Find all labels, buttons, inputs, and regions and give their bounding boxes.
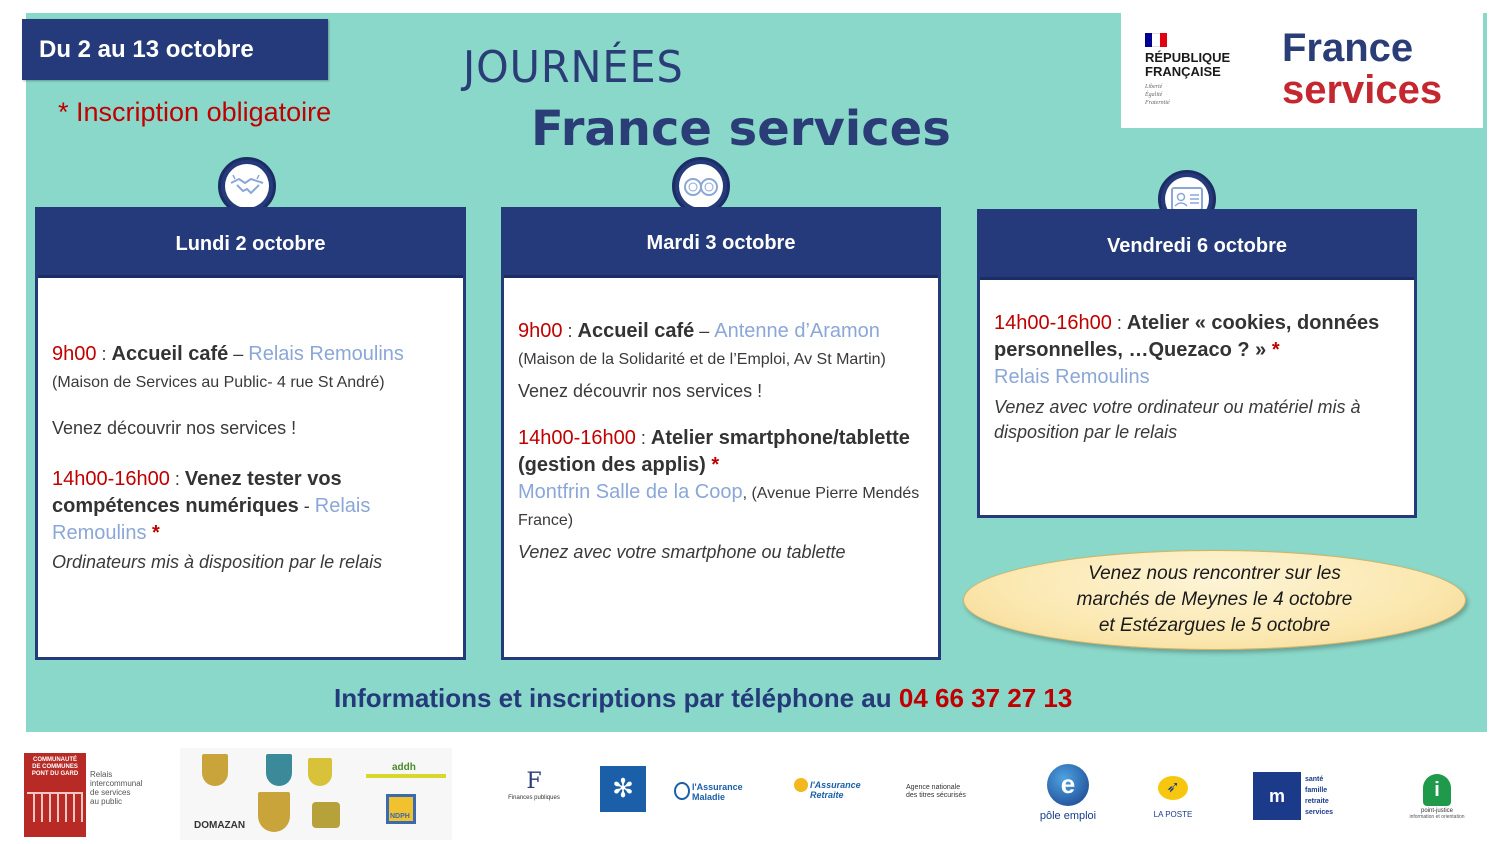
- event-separator: :: [635, 428, 651, 448]
- handshake-icon: [229, 173, 265, 199]
- relais-line2: intercommunal: [90, 779, 143, 788]
- france-services-logo-word1: France: [1282, 26, 1414, 70]
- event-address: , (Avenue Pierre Mendés France): [518, 485, 920, 529]
- assurance-maladie-icon: [674, 782, 690, 800]
- date-range-badge: [22, 19, 328, 80]
- municipal-crests-group: [180, 748, 452, 840]
- event-time: 9h00: [518, 320, 563, 342]
- day-heading-text: Vendredi 6 octobre: [1106, 235, 1288, 257]
- event-note: Venez avec votre smartphone ou tablette: [518, 542, 846, 562]
- msa-logo: [1253, 772, 1351, 822]
- relais-intercommunal-label: [90, 770, 142, 806]
- assurance-maladie-logo: [674, 780, 770, 806]
- day-card-body: [994, 310, 1402, 455]
- domazan-label: DOMAZAN: [194, 820, 246, 831]
- la-poste-label: LA POSTE: [1153, 810, 1193, 819]
- event-place: Relais Remoulins: [52, 495, 371, 544]
- la-poste-bird-icon: ➶: [1158, 776, 1188, 800]
- assurance-retraite-label: l'Assurance Retraite: [810, 780, 861, 800]
- ccpg-aqueduct-icon: [27, 792, 83, 822]
- msa-mark-icon: m: [1253, 772, 1301, 820]
- required-star: *: [1266, 339, 1280, 361]
- event-place: Relais Remoulins: [248, 343, 404, 365]
- day-card-mardi: [501, 207, 941, 660]
- event-place: Relais Remoulins: [994, 366, 1150, 388]
- day-card-lundi: [35, 207, 466, 660]
- pole-emploi-logo: [1026, 764, 1110, 828]
- day-card-heading: [38, 210, 463, 278]
- info-text: Informations et inscriptions par téléphone au: [334, 683, 899, 713]
- event-separator: :: [169, 469, 185, 489]
- event-dash: –: [228, 344, 249, 364]
- ccpg-line2: DE COMMUNES: [32, 764, 78, 770]
- crest-icon: [202, 754, 228, 786]
- pole-emploi-label: pôle emploi: [1039, 810, 1097, 822]
- crest-icon: [258, 792, 290, 832]
- title-france-services: France services: [531, 101, 951, 157]
- motto-fraternite: Fraternité: [1145, 100, 1170, 106]
- msa-line2: famille: [1305, 787, 1328, 794]
- day-card-body: [518, 318, 926, 576]
- assurance-retraite-logo: [792, 776, 882, 806]
- point-justice-sublabel: information et orientation: [1409, 814, 1465, 820]
- assurance-maladie-label: l'Assurance Maladie: [692, 782, 743, 802]
- assurance-retraite-icon: [794, 778, 808, 792]
- day-card-heading: [980, 212, 1414, 280]
- france-services-logo-word2: services: [1282, 68, 1443, 112]
- event-time: 14h00-16h00: [52, 468, 170, 490]
- crest-icon: [266, 754, 292, 786]
- markets-callout: [963, 550, 1466, 650]
- ndph-label: NDPH: [390, 813, 410, 820]
- crest-icon: [308, 758, 332, 786]
- day-card-body: [52, 341, 451, 586]
- event-separator: :: [1111, 313, 1127, 333]
- msa-line4: services: [1305, 809, 1334, 816]
- finances-publiques-logo: [494, 770, 574, 810]
- republique-line1: RÉPUBLIQUE: [1145, 50, 1231, 65]
- event-separator: :: [562, 321, 578, 341]
- event-place: Antenne d’Aramon: [714, 320, 880, 342]
- event-title: Accueil café: [577, 320, 695, 342]
- event-separator: :: [96, 344, 112, 364]
- republic-motto: [1145, 83, 1170, 107]
- crest-icon: [312, 802, 340, 828]
- ccpg-line1: COMMUNAUTÉ: [33, 757, 77, 763]
- event-dash: –: [694, 321, 715, 341]
- addh-label: addh: [392, 762, 416, 773]
- event-time: 14h00-16h00: [994, 312, 1112, 334]
- event-note: Venez découvrir nos services !: [52, 418, 297, 438]
- inscription-note: * Inscription obligatoire: [58, 97, 332, 127]
- relais-line1: Relais: [90, 770, 113, 779]
- phone-number[interactable]: 04 66 37 27 13: [898, 683, 1073, 713]
- point-justice-logo: [1398, 774, 1476, 830]
- day-heading-text: Mardi 3 octobre: [646, 232, 796, 254]
- ccpg-line3: PONT DU GARD: [31, 771, 79, 777]
- required-star: *: [146, 522, 160, 544]
- event-address: (Maison de Services au Public- 4 rue St André): [52, 374, 385, 391]
- event-note: Ordinateurs mis à disposition par le relais: [52, 552, 383, 572]
- event-title: Atelier « cookies, données personnelles, …Quezaco ? »: [994, 312, 1380, 361]
- ndph-logo: [386, 794, 416, 824]
- day-card-vendredi: [977, 209, 1417, 518]
- motto-egalite: Égalité: [1145, 92, 1163, 98]
- caf-logo: ✻: [600, 766, 646, 812]
- relais-line3: de services: [90, 788, 131, 797]
- info-line: [334, 683, 1072, 714]
- day-heading-text: Lundi 2 octobre: [175, 233, 326, 255]
- msa-tagline: [1305, 774, 1333, 818]
- relais-line4: au public: [90, 797, 123, 806]
- addh-bar: [366, 774, 446, 778]
- republique-line2: FRANÇAISE: [1145, 64, 1221, 79]
- ccpg-logo: [24, 753, 86, 837]
- msa-line1: santé: [1305, 776, 1324, 783]
- event-time: 9h00: [52, 343, 97, 365]
- ants-line2: des titres sécurisés: [906, 792, 966, 799]
- event-title: Atelier smartphone/tablette (gestion des applis): [518, 427, 910, 476]
- date-range: Du 2 au 13 octobre: [39, 36, 254, 63]
- binoculars-icon: [683, 173, 719, 199]
- markets-line1: Venez nous rencontrer sur les: [1088, 563, 1341, 584]
- event-address: (Maison de la Solidarité et de l’Emploi, Av St Martin): [518, 351, 886, 368]
- ants-line1: Agence nationale: [906, 784, 961, 791]
- msa-line3: retraite: [1305, 798, 1329, 805]
- point-justice-label: point-justice: [1420, 808, 1453, 814]
- event-title: Venez tester vos compétences numériques: [52, 468, 342, 517]
- marianne-icon: F: [526, 769, 542, 794]
- day-card-heading: [504, 210, 938, 278]
- republique-francaise-logo: [1145, 51, 1230, 79]
- finances-label: Finances publiques: [508, 795, 560, 801]
- event-note: Venez avec votre ordinateur ou matériel mis à disposition par le relais: [994, 397, 1361, 442]
- point-justice-icon: i: [1423, 774, 1451, 806]
- required-star: *: [705, 454, 720, 476]
- event-time: 14h00-16h00: [518, 427, 636, 449]
- logo-box: [1121, 13, 1483, 128]
- la-poste-logo: [1145, 776, 1201, 822]
- pole-emploi-icon: e: [1047, 764, 1089, 806]
- motto-liberte: Liberté: [1145, 84, 1163, 90]
- markets-line3: et Estézargues le 5 octobre: [1098, 615, 1331, 636]
- event-dash: -: [298, 496, 315, 516]
- event-title: Accueil café: [111, 343, 229, 365]
- markets-line2: marchés de Meynes le 4 octobre: [1076, 589, 1353, 610]
- event-place: Montfrin Salle de la Coop: [518, 481, 743, 503]
- french-flag-icon: [1145, 33, 1167, 47]
- title-journees: JOURNÉES: [463, 42, 684, 93]
- event-note: Venez découvrir nos services !: [518, 381, 763, 401]
- ants-logo: [906, 784, 996, 800]
